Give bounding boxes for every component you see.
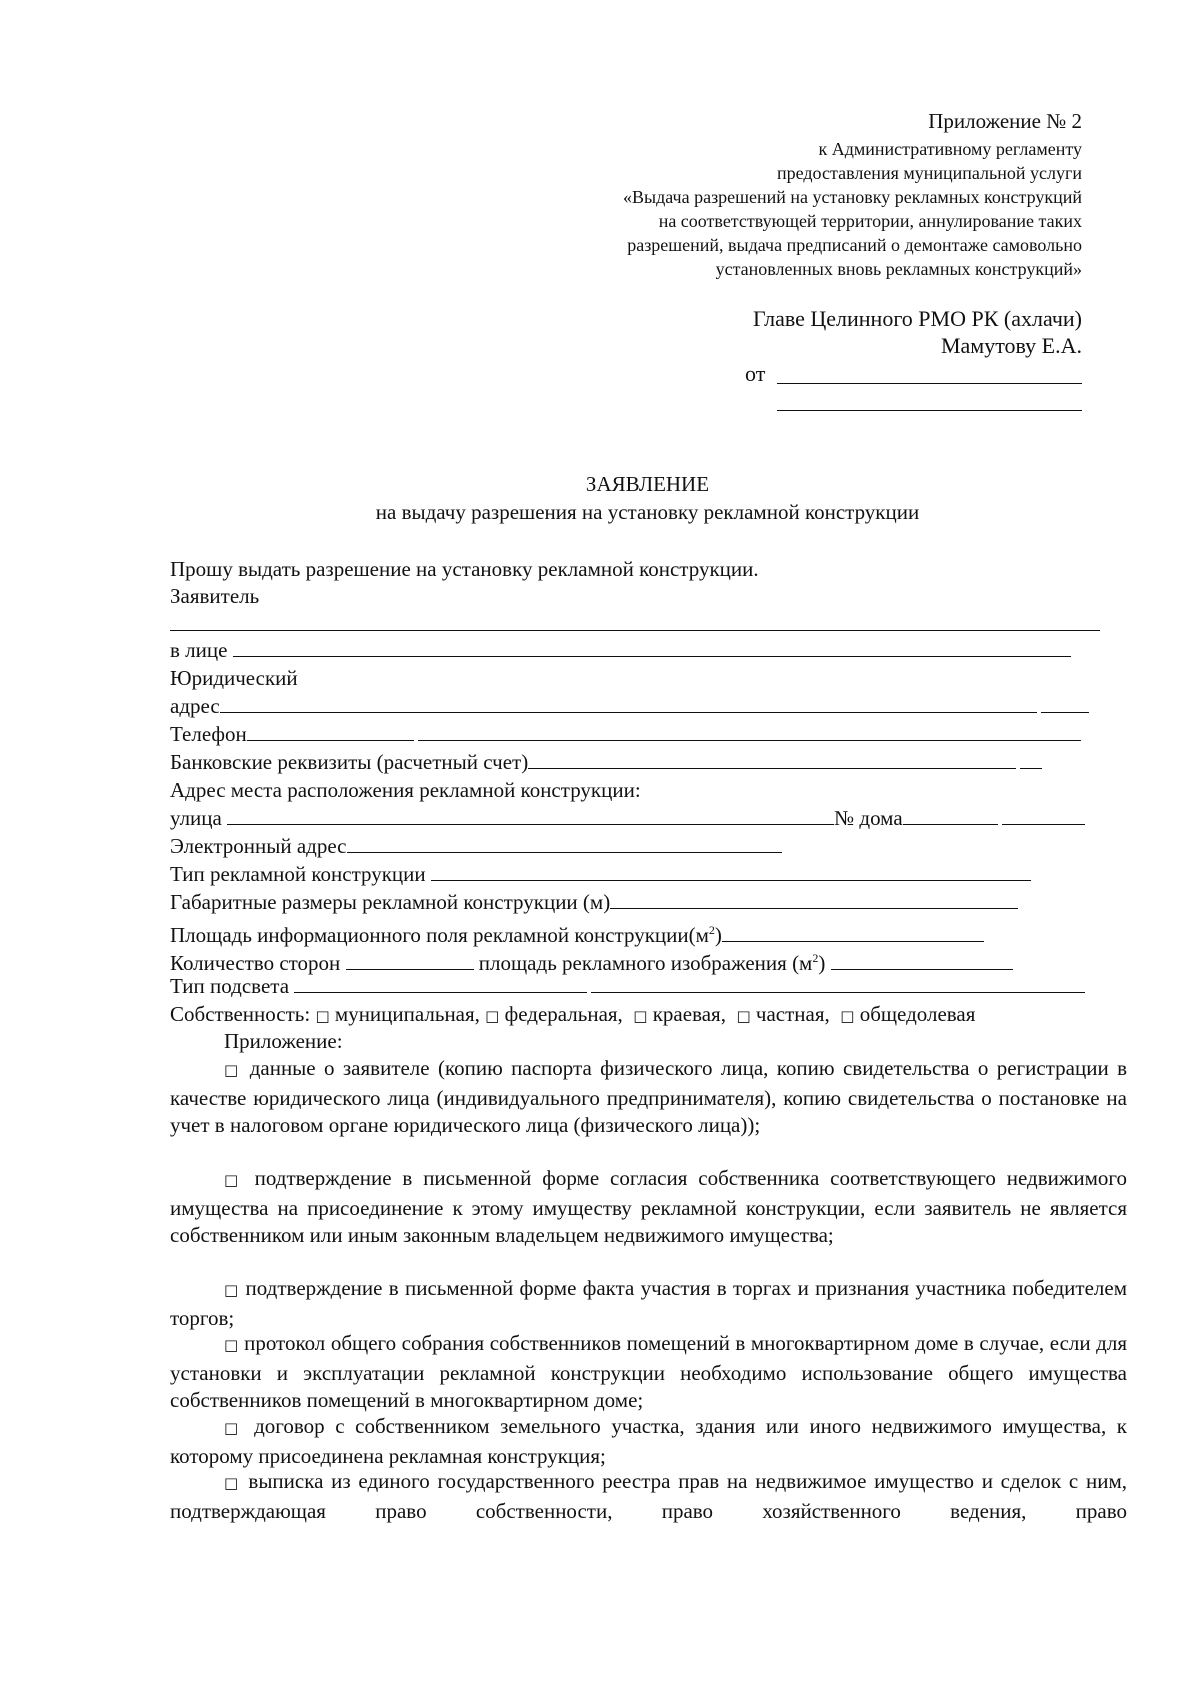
phone-field-extra[interactable]: [418, 723, 1081, 741]
header-line: установленных вновь рекламных конструкций»: [715, 259, 1082, 279]
checkbox-private[interactable]: □: [736, 1007, 751, 1025]
own-shared: общедолевая: [859, 1002, 976, 1026]
phone-label: Телефон: [170, 722, 247, 746]
address-label: адрес: [170, 694, 220, 718]
attachment-item-6: [170, 1468, 1127, 1525]
attachment-item-1: [170, 1055, 1127, 1140]
header-line: «Выдача разрешений на установку рекламных конструкций: [623, 187, 1082, 207]
own-regional: краевая,: [652, 1002, 726, 1026]
light-label: Тип подсвета: [170, 974, 290, 998]
attachment-text: договор с собственником земельного участка, здания или иного недвижимого имущества, к которому присоединена рекламная конструкция;: [170, 1414, 1127, 1468]
attachment-checkbox[interactable]: □: [224, 1171, 244, 1189]
checkbox-shared[interactable]: □: [840, 1007, 855, 1025]
house-label: № дома: [834, 806, 903, 830]
document-subtitle: на выдачу разрешения на установку рекламной конструкции: [375, 500, 920, 524]
document-title: ЗАЯВЛЕНИЕ: [585, 472, 710, 496]
phone-field[interactable]: [247, 723, 414, 741]
street-label: улица: [170, 806, 222, 830]
own-municipal: муниципальная,: [334, 1002, 480, 1026]
applicant-field[interactable]: [170, 612, 1100, 631]
attachment-item-3: [170, 1275, 1127, 1332]
area-image-field[interactable]: [831, 952, 1013, 970]
street-row: [170, 804, 1085, 832]
light-row: [170, 972, 1085, 1000]
attachment-text: выписка из единого государственного реестра прав на недвижимое имущество и сделок с ним, подтверждающая право собственности, право хозяйственного ведения, право: [170, 1469, 1127, 1523]
request-text: Прошу выдать разрешение на установку рекламной конструкции.: [170, 557, 759, 581]
area-info-label: Площадь информационного поля рекламной конструкции(м: [170, 923, 709, 947]
address-field-extra[interactable]: [1041, 695, 1089, 713]
addressee-line-2: Мамутову Е.А.: [940, 333, 1082, 358]
email-label: Электронный адрес: [170, 834, 347, 858]
attachment-checkbox[interactable]: □: [224, 1474, 241, 1492]
sides-field[interactable]: [346, 952, 474, 970]
bank-label: Банковские реквизиты (расчетный счет): [170, 750, 529, 774]
attachment-checkbox[interactable]: □: [224, 1281, 240, 1299]
in-person-row: [170, 636, 1071, 664]
attachment-number: Приложение № 2: [928, 109, 1082, 133]
own-federal: федеральная,: [504, 1002, 623, 1026]
in-person-label: в лице: [170, 638, 228, 662]
attachment-text: подтверждение в письменной форме согласия собственника соответствующего недвижимого имущества на присоединение к этому имуществу рекламной конструкции, если заявитель не является собственником или иным законным владельцем недвижимого имущества;: [170, 1166, 1127, 1247]
header-line: разрешений, выдача предписаний о демонтаже самовольно: [627, 235, 1082, 255]
attachment-checkbox[interactable]: □: [224, 1419, 244, 1437]
ownership-row: [170, 1000, 975, 1030]
applicant-label: Заявитель: [170, 584, 260, 608]
addressee-line-1: Главе Целинного РМО РК (ахлачи): [753, 306, 1082, 331]
in-person-field[interactable]: [233, 639, 1071, 657]
attachment-item-2: [170, 1165, 1127, 1250]
type-row: [170, 860, 1031, 888]
checkbox-regional[interactable]: □: [633, 1007, 648, 1025]
street-field[interactable]: [227, 807, 834, 825]
header-line: на соответствующей территории, аннулирование таких: [658, 211, 1082, 231]
size-label: Габаритные размеры рекламной конструкции (м): [170, 890, 611, 914]
sides-label: Количество сторон: [170, 951, 341, 975]
attachment-item-4: [170, 1330, 1127, 1415]
header-line: к Административному регламенту: [818, 139, 1082, 159]
phone-row: [170, 720, 1081, 748]
ownership-label: Собственность:: [170, 1002, 311, 1026]
attachment-checkbox[interactable]: □: [224, 1061, 242, 1079]
type-field[interactable]: [431, 863, 1031, 881]
area-image-paren: ): [818, 951, 826, 975]
email-row: [170, 832, 782, 860]
attachments-label: Приложение:: [224, 1029, 343, 1053]
checkbox-municipal[interactable]: □: [315, 1007, 330, 1025]
area-image-label: площадь рекламного изображения (м: [478, 951, 813, 975]
attachment-checkbox[interactable]: □: [224, 1336, 239, 1354]
own-private: частная,: [755, 1002, 830, 1026]
bank-field-extra[interactable]: [1020, 751, 1042, 769]
checkbox-federal[interactable]: □: [485, 1007, 500, 1025]
attachment-text: протокол общего собрания собственников помещений в многоквартирном доме в случае, если для установки и эксплуатации рекламной конструкции необходимо использование общего имущества собственников помещений в многоквартирном доме;: [170, 1331, 1128, 1412]
attachment-item-5: [170, 1413, 1127, 1470]
light-field[interactable]: [294, 975, 587, 993]
area-info-sup: 2: [708, 923, 715, 937]
light-field-extra[interactable]: [591, 975, 1085, 993]
house-field-extra[interactable]: [1002, 807, 1085, 825]
attachment-text: данные о заявителе (копию паспорта физического лица, копию свидетельства о регистрации в качестве юридического лица (индивидуального предпринимателя), копию свидетельства о постановке на учет в налоговом органе юридического лица (физического лица));: [170, 1056, 1127, 1137]
type-label: Тип рекламной конструкции: [170, 862, 426, 886]
email-field[interactable]: [347, 835, 782, 853]
from-line-2[interactable]: [777, 393, 1082, 411]
attachment-text: подтверждение в письменной форме факта участия в торгах и признания участника победителем торгов;: [170, 1276, 1127, 1330]
header-line: предоставления муниципальной услуги: [777, 163, 1082, 183]
area-info-field[interactable]: [722, 924, 984, 942]
location-label: Адрес места расположения рекламной конструкции:: [170, 778, 641, 802]
size-field[interactable]: [610, 891, 1018, 909]
size-row: [170, 888, 1018, 916]
address-field[interactable]: [220, 695, 1037, 713]
from-line-1[interactable]: [777, 366, 1082, 384]
from-label: от: [745, 361, 766, 386]
area-image-sup: 2: [812, 951, 819, 965]
legal-label: Юридический: [170, 666, 298, 690]
bank-field[interactable]: [528, 751, 1016, 769]
area-info-paren: ): [714, 923, 722, 947]
bank-row: [170, 748, 1042, 776]
address-row: [170, 692, 1089, 720]
house-field[interactable]: [903, 807, 998, 825]
